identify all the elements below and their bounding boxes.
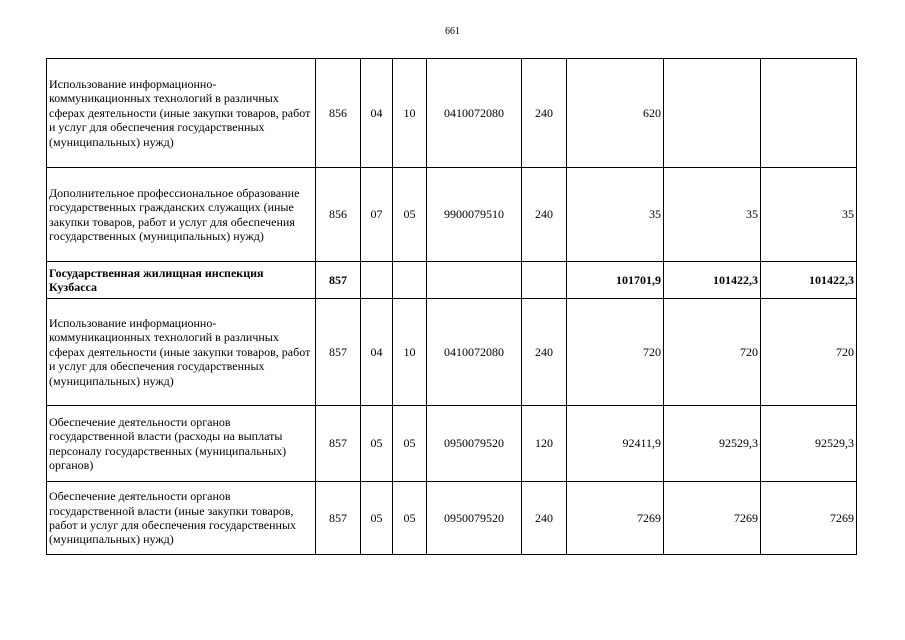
- cell-name: Обеспечение деятельности органов государственной власти (иные закупки товаров, работ и услуг для обеспечения государственных (муниципальных) нужд): [47, 482, 316, 555]
- page-number: 661: [445, 26, 460, 37]
- cell-sum-3: [761, 59, 857, 168]
- cell-csr: 0410072080: [427, 299, 522, 406]
- cell-name: Дополнительное профессиональное образование государственных гражданских служащих (иные закупки товаров, работ и услуг для обеспечения государственных (муниципальных) нужд): [47, 168, 316, 262]
- cell-rz: 04: [361, 59, 393, 168]
- cell-sum-2: 101422,3: [664, 262, 761, 299]
- cell-name: Использование информационно-коммуникационных технологий в различных сферах деятельности (иные закупки товаров, работ и услуг для обеспечения государственных (муниципальных) нужд): [47, 299, 316, 406]
- cell-ved: 857: [316, 406, 361, 482]
- cell-ved: 857: [316, 299, 361, 406]
- cell-ved: 857: [316, 482, 361, 555]
- cell-csr: [427, 262, 522, 299]
- cell-vr: 240: [522, 482, 567, 555]
- cell-ved: 857: [316, 262, 361, 299]
- cell-vr: [522, 262, 567, 299]
- cell-sum-1: 35: [567, 168, 664, 262]
- cell-pr: 05: [393, 406, 427, 482]
- cell-sum-2: 35: [664, 168, 761, 262]
- cell-pr: 10: [393, 299, 427, 406]
- cell-sum-3: 101422,3: [761, 262, 857, 299]
- cell-sum-2: 720: [664, 299, 761, 406]
- cell-pr: 05: [393, 168, 427, 262]
- budget-table: [46, 58, 857, 555]
- cell-csr: 0410072080: [427, 59, 522, 168]
- cell-sum-3: 35: [761, 168, 857, 262]
- cell-csr: 0950079520: [427, 406, 522, 482]
- cell-sum-1: 101701,9: [567, 262, 664, 299]
- cell-sum-1: 720: [567, 299, 664, 406]
- cell-sum-1: 620: [567, 59, 664, 168]
- cell-vr: 240: [522, 59, 567, 168]
- cell-rz: 07: [361, 168, 393, 262]
- table-row: [47, 168, 857, 262]
- cell-ved: 856: [316, 59, 361, 168]
- cell-vr: 120: [522, 406, 567, 482]
- cell-vr: 240: [522, 168, 567, 262]
- cell-pr: 05: [393, 482, 427, 555]
- cell-sum-3: 7269: [761, 482, 857, 555]
- cell-sum-1: 7269: [567, 482, 664, 555]
- cell-sum-3: 720: [761, 299, 857, 406]
- cell-rz: [361, 262, 393, 299]
- table-row: [47, 482, 857, 555]
- cell-csr: 9900079510: [427, 168, 522, 262]
- table-row: [47, 406, 857, 482]
- cell-rz: 05: [361, 406, 393, 482]
- cell-rz: 05: [361, 482, 393, 555]
- cell-rz: 04: [361, 299, 393, 406]
- cell-csr: 0950079520: [427, 482, 522, 555]
- cell-pr: [393, 262, 427, 299]
- cell-sum-2: 92529,3: [664, 406, 761, 482]
- cell-name: Использование информационно-коммуникационных технологий в различных сферах деятельности (иные закупки товаров, работ и услуг для обеспечения государственных (муниципальных) нужд): [47, 59, 316, 168]
- cell-sum-2: [664, 59, 761, 168]
- table-row: [47, 299, 857, 406]
- cell-sum-3: 92529,3: [761, 406, 857, 482]
- cell-sum-2: 7269: [664, 482, 761, 555]
- cell-sum-1: 92411,9: [567, 406, 664, 482]
- cell-ved: 856: [316, 168, 361, 262]
- table-row: [47, 59, 857, 168]
- cell-vr: 240: [522, 299, 567, 406]
- cell-pr: 10: [393, 59, 427, 168]
- table-row: [47, 262, 857, 299]
- cell-name: Обеспечение деятельности органов государственной власти (расходы на выплаты персоналу государственных (муниципальных) органов): [47, 406, 316, 482]
- cell-name: Государственная жилищная инспекция Кузбасса: [47, 262, 316, 299]
